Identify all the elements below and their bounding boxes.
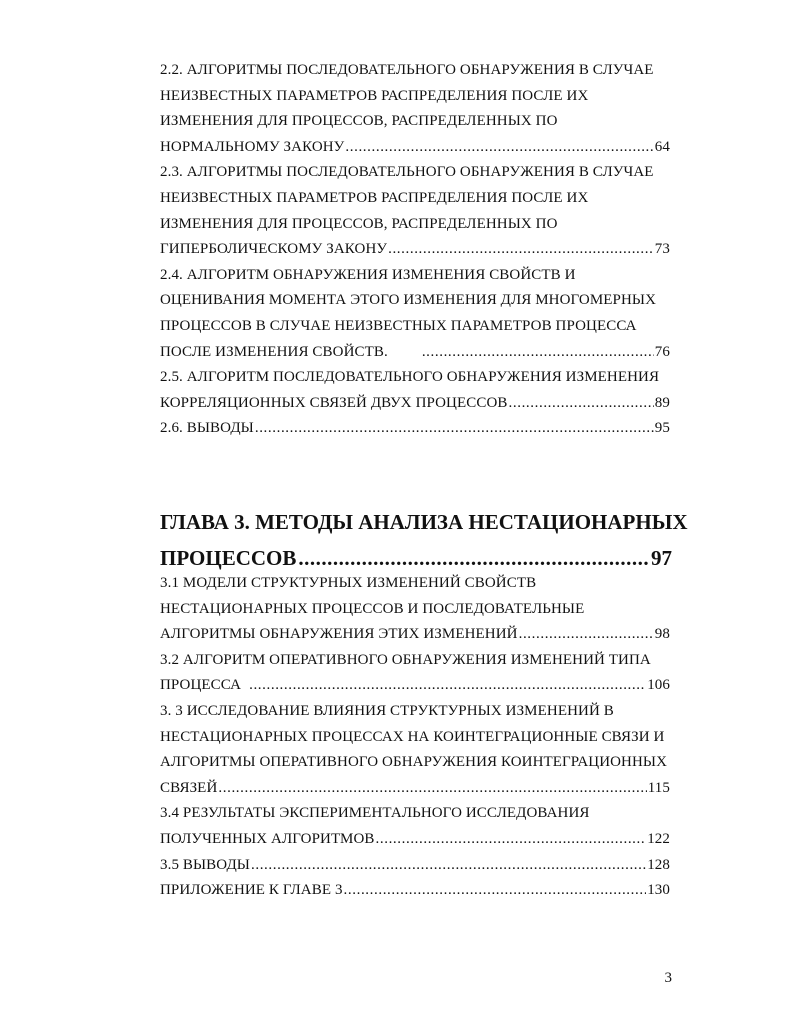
dot-leader bbox=[345, 135, 653, 161]
toc-entry-text: АЛГОРИТМЫ ОБНАРУЖЕНИЯ ЭТИХ ИЗМЕНЕНИЙ bbox=[160, 626, 518, 643]
toc-entry-appendix-3[interactable] bbox=[160, 878, 670, 904]
toc-entry-line: ПРОЦЕССОВ В СЛУЧАЕ НЕИЗВЕСТНЫХ ПАРАМЕТРОВ ПРОЦЕССА bbox=[160, 317, 637, 334]
toc-entry-3-3[interactable] bbox=[160, 699, 670, 801]
toc-entry-line: 2.5. АЛГОРИТМ ПОСЛЕДОВАТЕЛЬНОГО ОБНАРУЖЕНИЯ ИЗМЕНЕНИЯ bbox=[160, 369, 660, 386]
toc-entry-line: НЕИЗВЕСТНЫХ ПАРАМЕТРОВ РАСПРЕДЕЛЕНИЯ ПОСЛЕ ИХ bbox=[160, 87, 589, 104]
toc-chapter-3-entries bbox=[160, 571, 670, 904]
toc-entry-line: 3. 3 ИССЛЕДОВАНИЕ ВЛИЯНИЯ СТРУКТУРНЫХ ИЗМЕНЕНИЙ В bbox=[160, 702, 614, 719]
toc-page-number: 115 bbox=[647, 779, 670, 796]
toc-entry-text: 3.5 ВЫВОДЫ bbox=[160, 856, 250, 873]
toc-entry-line: 3.2 АЛГОРИТМ ОПЕРАТИВНОГО ОБНАРУЖЕНИЯ ИЗМЕНЕНИЙ ТИПА bbox=[160, 651, 651, 668]
toc-entry-text: НОРМАЛЬНОМУ ЗАКОНУ bbox=[160, 138, 345, 155]
chapter-title-text: ПРОЦЕССОВ bbox=[160, 546, 297, 570]
toc-chapter-3-heading[interactable] bbox=[160, 504, 688, 576]
chapter-title-line: ГЛАВА 3. МЕТОДЫ АНАЛИЗА НЕСТАЦИОНАРНЫХ bbox=[160, 510, 688, 534]
toc-entry-last-line bbox=[160, 673, 670, 699]
toc-entry-last-line bbox=[160, 827, 670, 853]
toc-entry-line: 2.4. АЛГОРИТМ ОБНАРУЖЕНИЯ ИЗМЕНЕНИЯ СВОЙСТВ И bbox=[160, 266, 576, 283]
toc-entry-3-1[interactable] bbox=[160, 571, 670, 648]
toc-entry-last-line bbox=[160, 622, 670, 648]
toc-page-number: 106 bbox=[647, 677, 670, 694]
toc-entry-text: ПРОЦЕССА bbox=[160, 677, 242, 694]
toc-entry-line: 2.3. АЛГОРИТМЫ ПОСЛЕДОВАТЕЛЬНОГО ОБНАРУЖЕНИЯ В СЛУЧАЕ bbox=[160, 164, 654, 181]
toc-page-number: 95 bbox=[654, 420, 670, 437]
dot-leader bbox=[388, 237, 654, 263]
dot-leader bbox=[255, 416, 654, 442]
toc-entry-line: 2.2. АЛГОРИТМЫ ПОСЛЕДОВАТЕЛЬНОГО ОБНАРУЖЕНИЯ В СЛУЧАЕ bbox=[160, 62, 654, 78]
toc-entry-last-line bbox=[160, 135, 670, 161]
toc-page-number: 130 bbox=[647, 882, 670, 899]
toc-entry-line: НЕСТАЦИОНАРНЫХ ПРОЦЕССАХ НА КОИНТЕГРАЦИОННЫЕ СВЯЗИ И bbox=[160, 728, 665, 745]
toc-page-number: 128 bbox=[647, 856, 670, 873]
toc-page-number: 89 bbox=[654, 394, 670, 411]
page-number: 3 bbox=[664, 970, 672, 986]
toc-entry-3-4[interactable] bbox=[160, 801, 670, 852]
dot-leader bbox=[376, 827, 647, 853]
toc-entry-2-5[interactable] bbox=[160, 365, 670, 416]
toc-entry-line: ИЗМЕНЕНИЯ ДЛЯ ПРОЦЕССОВ, РАСПРЕДЕЛЕННЫХ ПО bbox=[160, 113, 558, 130]
toc-entry-line: ИЗМЕНЕНИЯ ДЛЯ ПРОЦЕССОВ, РАСПРЕДЕЛЕННЫХ ПО bbox=[160, 215, 558, 232]
toc-entry-line: НЕСТАЦИОНАРНЫХ ПРОЦЕССОВ И ПОСЛЕДОВАТЕЛЬНЫЕ bbox=[160, 600, 585, 617]
toc-page-number: 64 bbox=[654, 138, 670, 155]
dot-leader bbox=[344, 878, 647, 904]
toc-entry-line: 3.4 РЕЗУЛЬТАТЫ ЭКСПЕРИМЕНТАЛЬНОГО ИССЛЕДОВАНИЯ bbox=[160, 805, 590, 822]
dot-leader bbox=[251, 853, 646, 879]
toc-entry-last-line bbox=[160, 237, 670, 263]
toc-entry-text: КОРРЕЛЯЦИОННЫХ СВЯЗЕЙ ДВУХ ПРОЦЕССОВ bbox=[160, 394, 508, 411]
toc-chapter-2-entries bbox=[160, 58, 670, 442]
toc-entry-text: ПОСЛЕ ИЗМЕНЕНИЯ СВОЙСТВ. bbox=[160, 343, 388, 360]
toc-entry-2-2[interactable] bbox=[160, 58, 670, 160]
toc-entry-text: 2.6. ВЫВОДЫ bbox=[160, 420, 254, 437]
toc-entry-line: НЕИЗВЕСТНЫХ ПАРАМЕТРОВ РАСПРЕДЕЛЕНИЯ ПОСЛЕ ИХ bbox=[160, 189, 589, 206]
dot-leader bbox=[249, 673, 646, 699]
toc-entry-last-line bbox=[160, 416, 670, 442]
toc-page-number: 98 bbox=[654, 626, 670, 643]
toc-entry-text: ГИПЕРБОЛИЧЕСКОМУ ЗАКОНУ bbox=[160, 241, 388, 258]
chapter-page-number: 97 bbox=[651, 546, 672, 570]
toc-entry-last-line bbox=[160, 878, 670, 904]
toc-entry-line: АЛГОРИТМЫ ОПЕРАТИВНОГО ОБНАРУЖЕНИЯ КОИНТЕГРАЦИОННЫХ bbox=[160, 754, 668, 771]
toc-entry-2-4[interactable] bbox=[160, 263, 670, 365]
toc-entry-line: 3.1 МОДЕЛИ СТРУКТУРНЫХ ИЗМЕНЕНИЙ СВОЙСТВ bbox=[160, 575, 537, 591]
toc-entry-3-2[interactable] bbox=[160, 648, 670, 699]
toc-entry-text: ПОЛУЧЕННЫХ АЛГОРИТМОВ bbox=[160, 830, 375, 847]
toc-entry-last-line bbox=[160, 776, 670, 802]
toc-entry-last-line bbox=[160, 340, 670, 366]
dot-leader bbox=[218, 776, 646, 802]
dot-leader bbox=[519, 622, 654, 648]
toc-entry-text: ПРИЛОЖЕНИЕ К ГЛАВЕ 3 bbox=[160, 882, 343, 899]
toc-page-number: 122 bbox=[647, 830, 670, 847]
toc-entry-text: СВЯЗЕЙ bbox=[160, 779, 218, 796]
dot-leader bbox=[422, 340, 654, 366]
toc-entry-last-line bbox=[160, 853, 670, 879]
toc-entry-2-6[interactable] bbox=[160, 416, 670, 442]
toc-page-number: 76 bbox=[654, 343, 670, 360]
toc-entry-3-5[interactable] bbox=[160, 853, 670, 879]
toc-page-number: 73 bbox=[654, 241, 670, 258]
toc-entry-line: ОЦЕНИВАНИЯ МОМЕНТА ЭТОГО ИЗМЕНЕНИЯ ДЛЯ МНОГОМЕРНЫХ bbox=[160, 292, 657, 309]
toc-entry-2-3[interactable] bbox=[160, 160, 670, 262]
dot-leader bbox=[509, 391, 654, 417]
toc-entry-last-line bbox=[160, 391, 670, 417]
